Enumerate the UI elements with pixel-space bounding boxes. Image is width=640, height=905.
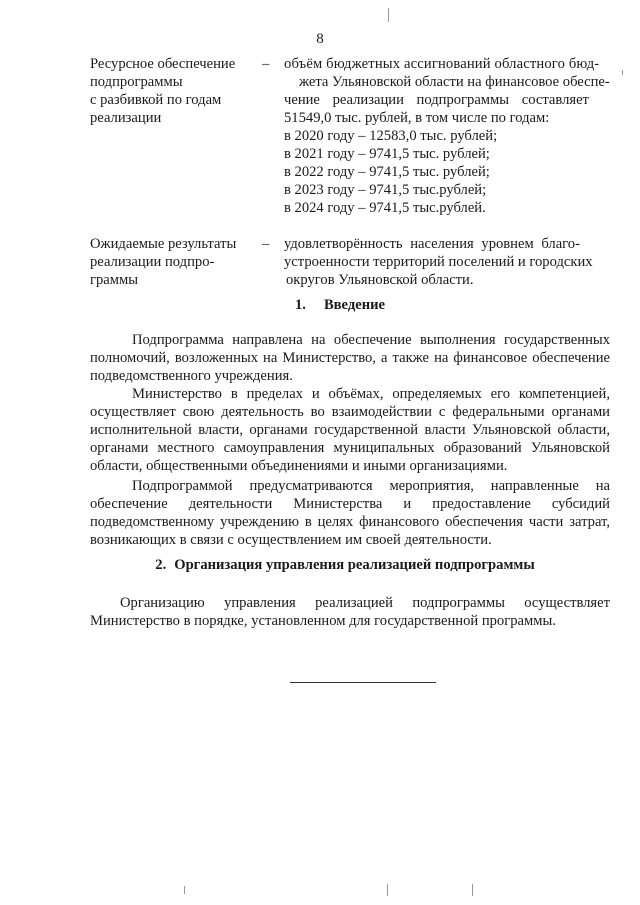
paragraph-text: Организацию управления реализацией подпрограммы осуществляет Министерство в порядке, установленном для государственной программы. xyxy=(90,595,610,629)
closing-rule xyxy=(290,682,436,683)
scan-speck xyxy=(387,884,388,896)
value-line: в 2022 году – 9741,5 тыс. рублей; xyxy=(284,164,490,180)
paragraph xyxy=(90,594,610,630)
value-line: устроенности территорий поселений и городских xyxy=(284,254,593,270)
section-title: Введение xyxy=(323,297,385,313)
label-line: реализации подпро- xyxy=(90,254,215,270)
paragraph xyxy=(90,477,610,549)
value-line: жета Ульяновской области на финансовое обеспе- xyxy=(299,74,610,90)
scan-speck xyxy=(622,70,623,75)
section-title: Организация управления реализацией подпрограммы xyxy=(174,557,535,573)
section-heading-organization xyxy=(0,557,640,574)
paragraph xyxy=(90,331,610,385)
page-number: 8 xyxy=(316,31,324,47)
value-line: округов Ульяновской области. xyxy=(286,272,474,288)
scan-speck xyxy=(472,884,473,896)
value-line: объём бюджетных ассигнований областного бюд- xyxy=(284,56,600,72)
passport-value-results xyxy=(284,235,610,289)
label-line: подпрограммы xyxy=(90,74,183,90)
section-number: 1. xyxy=(294,297,306,313)
label-line: Ожидаемые результаты xyxy=(90,236,237,252)
scan-speck xyxy=(184,886,185,894)
label-line: граммы xyxy=(90,272,139,288)
value-line: в 2020 году – 12583,0 тыс. рублей; xyxy=(284,128,498,144)
passport-label-resources xyxy=(90,55,260,217)
passport-label-results xyxy=(90,235,260,289)
label-line: реализации xyxy=(90,110,162,126)
passport-value-resources xyxy=(284,55,610,217)
value-line: 51549,0 тыс. рублей, в том числе по годам: xyxy=(284,110,550,126)
value-line: удовлетворённость населения уровнем благо- xyxy=(284,236,580,252)
paragraph-text: Подпрограмма направлена на обеспечение выполнения государственных полномочий, возложенных на Министерство, а также на финансовое обеспечение подведомственного учреждения. xyxy=(90,332,610,384)
passport-row-resources xyxy=(90,55,610,217)
section-number: 2. xyxy=(155,557,167,573)
label-line: с разбивкой по годам xyxy=(90,92,222,108)
passport-table xyxy=(90,55,610,289)
value-line: в 2021 году – 9741,5 тыс. рублей; xyxy=(284,146,490,162)
paragraph-text: Подпрограммой предусматриваются мероприятия, направленные на обеспечение деятельности Министерства и предоставление субсидий подведомственному учреждению в целях финансового обеспечения части затрат, возникающих в связи с осуществлением им своей деятельности. xyxy=(90,478,610,548)
scan-speck xyxy=(388,8,389,22)
passport-dash: – xyxy=(262,236,270,252)
paragraph-text: Министерство в пределах и объёмах, определяемых его компетенцией, осуществляет свою деятельность во взаимодействии с федеральными органами исполнительной власти, органами государственной власти Ульяновской области, органами местного самоуправления муниципальных образований Ульяновской области, общественными объединениями и иными организациями. xyxy=(90,386,610,474)
paragraph xyxy=(90,385,610,475)
value-line: в 2023 году – 9741,5 тыс.рублей; xyxy=(284,182,487,198)
section-heading-intro xyxy=(0,297,640,314)
passport-dash: – xyxy=(262,56,270,72)
passport-row-results xyxy=(90,235,610,289)
label-line: Ресурсное обеспечение xyxy=(90,56,236,72)
value-line: в 2024 году – 9741,5 тыс.рублей. xyxy=(284,200,486,216)
value-line: чение реализации подпрограммы составляет xyxy=(284,92,589,108)
